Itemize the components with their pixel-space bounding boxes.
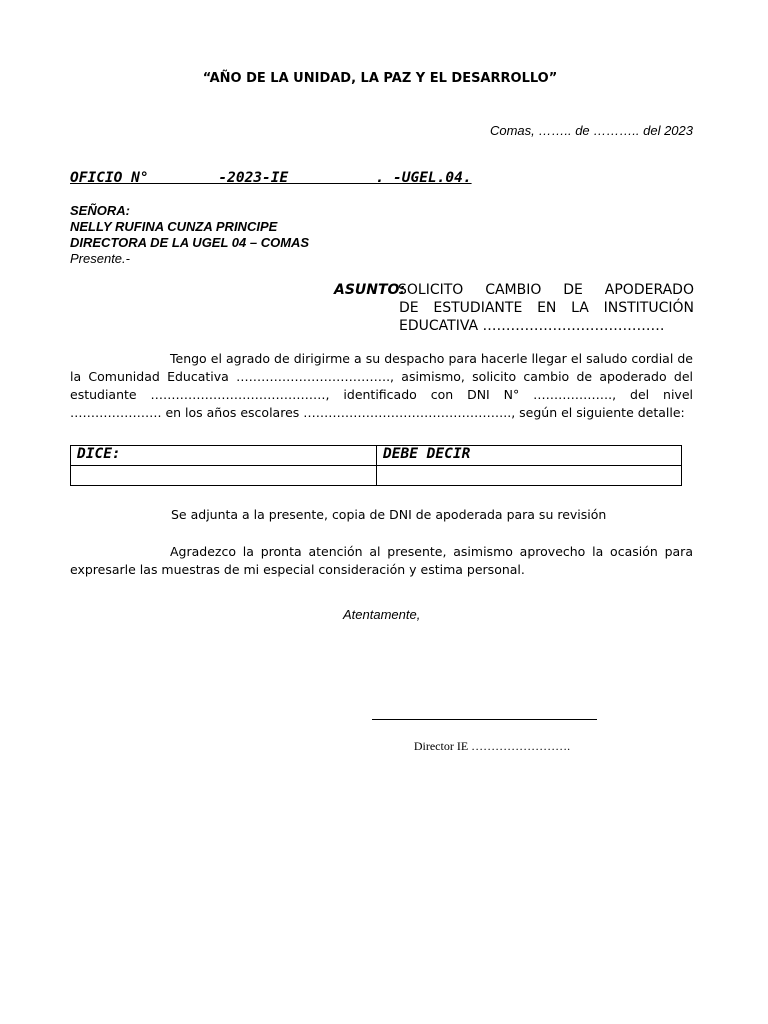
asunto-label: ASUNTO: [334, 282, 406, 298]
dice-table [70, 445, 682, 486]
asunto-block [334, 281, 694, 335]
body-paragraph-1: Tengo el agrado de dirigirme a su despacho para hacerle llegar el saludo cordial de la Comunidad Educativa ………………………………., asimismo, solicito cambio de apoderado del estudiante ……………………………………, identificado con DNI N° ………………., del nivel …………………. en los años escolares ………………………………………….., según el siguiente detalle: [70, 351, 693, 420]
table-row [71, 466, 682, 486]
debe-decir-header: DEBE DECIR [377, 446, 682, 466]
addressee-presente: Presente.- [70, 251, 130, 266]
signature-line [372, 719, 597, 720]
dice-cell [71, 466, 377, 486]
atentamente-text: Atentamente, [343, 607, 421, 622]
oficio-number: OFICIO N° -2023-IE . -UGEL.04. [70, 170, 472, 186]
addressee-block [70, 203, 309, 267]
addressee-position: DIRECTORA DE LA UGEL 04 – COMAS [70, 235, 310, 250]
asunto-line-2: DE ESTUDIANTE EN LA INSTITUCIÓN [399, 300, 694, 316]
addressee-name: NELLY RUFINA CUNZA PRINCIPE [70, 219, 278, 234]
body-paragraph-2: Agradezco la pronta atención al presente, asimismo aprovecho la ocasión para expresarle las muestras de mi especial consideración y estima personal. [70, 544, 693, 577]
year-title: “AÑO DE LA UNIDAD, LA PAZ Y EL DESARROLLO” [202, 71, 558, 86]
date-line: Comas, …….. de ……….. del 2023 [489, 123, 693, 138]
dice-header: DICE: [71, 446, 377, 466]
asunto-line-3: EDUCATIVA ………………………………… [399, 318, 665, 334]
asunto-line-1: SOLICITO CAMBIO DE APODERADO [398, 282, 694, 298]
table-row [71, 446, 682, 466]
adjunta-text: Se adjunta a la presente, copia de DNI de apoderada para su revisión [171, 507, 607, 522]
signature-label: Director IE ……………………. [413, 739, 571, 753]
debe-decir-cell [377, 466, 682, 486]
addressee-greeting: SEÑORA: [70, 203, 130, 218]
